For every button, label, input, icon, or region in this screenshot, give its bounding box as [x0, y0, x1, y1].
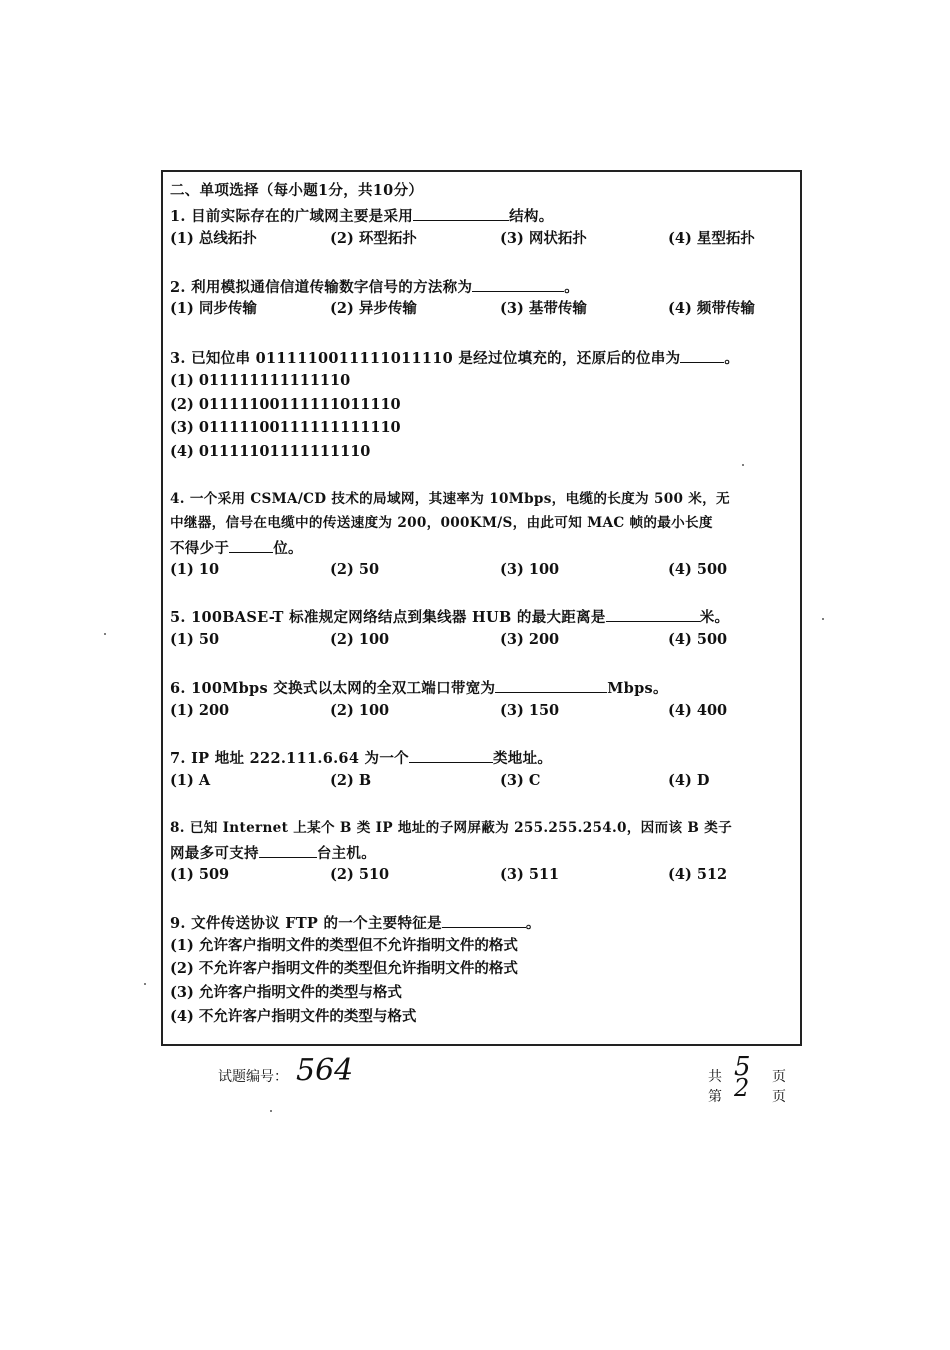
question-9-stem: 9. 文件传送协议 FTP 的一个主要特征是 。	[170, 915, 541, 932]
question-8-option-4: (4) 512	[668, 866, 728, 883]
scan-speck	[742, 464, 744, 466]
question-3-option-2: (2) 01111100111111011110	[170, 396, 401, 413]
answer-blank	[409, 748, 493, 763]
question-8-stem-line-1: 8. 已知 Internet 上某个 B 类 IP 地址的子网屏蔽为 255.255.254.0，因而该 B 类子	[170, 820, 732, 836]
question-8-stem-line-2: 网最多可支持 台主机。	[170, 845, 377, 862]
question-3-stem: 3. 已知位串 0111110011111011110 是经过位填充的，还原后的位串为 。	[170, 350, 740, 367]
total-pages-unit: 页	[772, 1069, 786, 1085]
question-8-option-1: (1) 509	[170, 866, 230, 883]
question-7-option-2: (2) B	[330, 772, 372, 789]
question-5-option-4: (4) 500	[668, 631, 728, 648]
total-pages-value: 5	[734, 1052, 751, 1082]
section-title: 二、单项选择（每小题1分，共10分）	[170, 182, 424, 199]
question-1-option-1: (1) 总线拓扑	[170, 230, 257, 247]
scan-speck	[104, 633, 106, 635]
answer-blank	[606, 607, 700, 622]
question-1-option-3: (3) 网状拓扑	[500, 230, 587, 247]
answer-blank	[472, 277, 564, 292]
scan-speck	[270, 1110, 272, 1112]
current-page-unit: 页	[772, 1089, 786, 1105]
question-5-stem: 5. 100BASE-T 标准规定网络结点到集线器 HUB 的最大距离是 米。	[170, 609, 730, 626]
question-2-option-1: (1) 同步传输	[170, 300, 257, 317]
question-4-option-1: (1) 10	[170, 561, 220, 578]
question-4-option-3: (3) 100	[500, 561, 560, 578]
current-page-label: 第	[708, 1089, 722, 1105]
question-3-option-4: (4) 01111101111111110	[170, 443, 371, 460]
question-6-option-2: (2) 100	[330, 702, 390, 719]
scan-speck	[144, 983, 146, 985]
question-9-option-2: (2) 不允许客户指明文件的类型但允许指明文件的格式	[170, 960, 518, 977]
question-2-option-2: (2) 异步传输	[330, 300, 417, 317]
question-2-option-4: (4) 频带传输	[668, 300, 755, 317]
question-1-option-4: (4) 星型拓扑	[668, 230, 755, 247]
answer-blank	[680, 348, 724, 363]
question-9-option-3: (3) 允许客户指明文件的类型与格式	[170, 984, 402, 1001]
current-page-value: 2	[734, 1074, 750, 1102]
question-7-option-3: (3) C	[500, 772, 541, 789]
question-4-stem-line-1: 4. 一个采用 CSMA/CD 技术的局域网，其速率为 10Mbps，电缆的长度为 500 米，无	[170, 491, 730, 507]
question-7-stem: 7. IP 地址 222.111.6.64 为一个 类地址。	[170, 750, 553, 767]
answer-blank	[495, 678, 607, 693]
question-3-option-3: (3) 01111100111111111110	[170, 419, 401, 436]
question-7-option-1: (1) A	[170, 772, 211, 789]
question-2-option-3: (3) 基带传输	[500, 300, 587, 317]
scan-speck	[822, 618, 824, 620]
question-6-option-4: (4) 400	[668, 702, 728, 719]
question-6-option-1: (1) 200	[170, 702, 230, 719]
total-pages-label: 共	[708, 1069, 722, 1085]
answer-blank	[413, 206, 509, 221]
question-1-option-2: (2) 环型拓扑	[330, 230, 417, 247]
question-6-option-3: (3) 150	[500, 702, 560, 719]
exam-code-value: 564	[296, 1053, 354, 1088]
question-5-option-1: (1) 50	[170, 631, 220, 648]
question-5-option-2: (2) 100	[330, 631, 390, 648]
question-9-option-1: (1) 允许客户指明文件的类型但不允许指明文件的格式	[170, 937, 518, 954]
question-6-stem: 6. 100Mbps 交换式以太网的全双工端口带宽为 Mbps。	[170, 680, 668, 697]
answer-blank	[442, 913, 526, 928]
question-3-option-1: (1) 011111111111110	[170, 372, 351, 389]
question-9-option-4: (4) 不允许客户指明文件的类型与格式	[170, 1008, 417, 1025]
question-4-option-2: (2) 50	[330, 561, 380, 578]
question-8-option-3: (3) 511	[500, 866, 560, 883]
answer-blank	[259, 843, 317, 858]
question-5-option-3: (3) 200	[500, 631, 560, 648]
question-8-option-2: (2) 510	[330, 866, 390, 883]
answer-blank	[229, 538, 273, 553]
question-2-stem: 2. 利用模拟通信信道传输数字信号的方法称为 。	[170, 279, 580, 296]
question-4-stem-line-2: 中继器，信号在电缆中的传送速度为 200，000KM/S，由此可知 MAC 帧的最小长度	[170, 515, 713, 531]
question-7-option-4: (4) D	[668, 772, 710, 789]
question-1-stem: 1. 目前实际存在的广域网主要是采用 结构。	[170, 208, 554, 225]
exam-code-label: 试题编号：	[218, 1069, 288, 1085]
question-4-option-4: (4) 500	[668, 561, 728, 578]
question-4-stem-line-3: 不得少于 位。	[170, 540, 303, 557]
